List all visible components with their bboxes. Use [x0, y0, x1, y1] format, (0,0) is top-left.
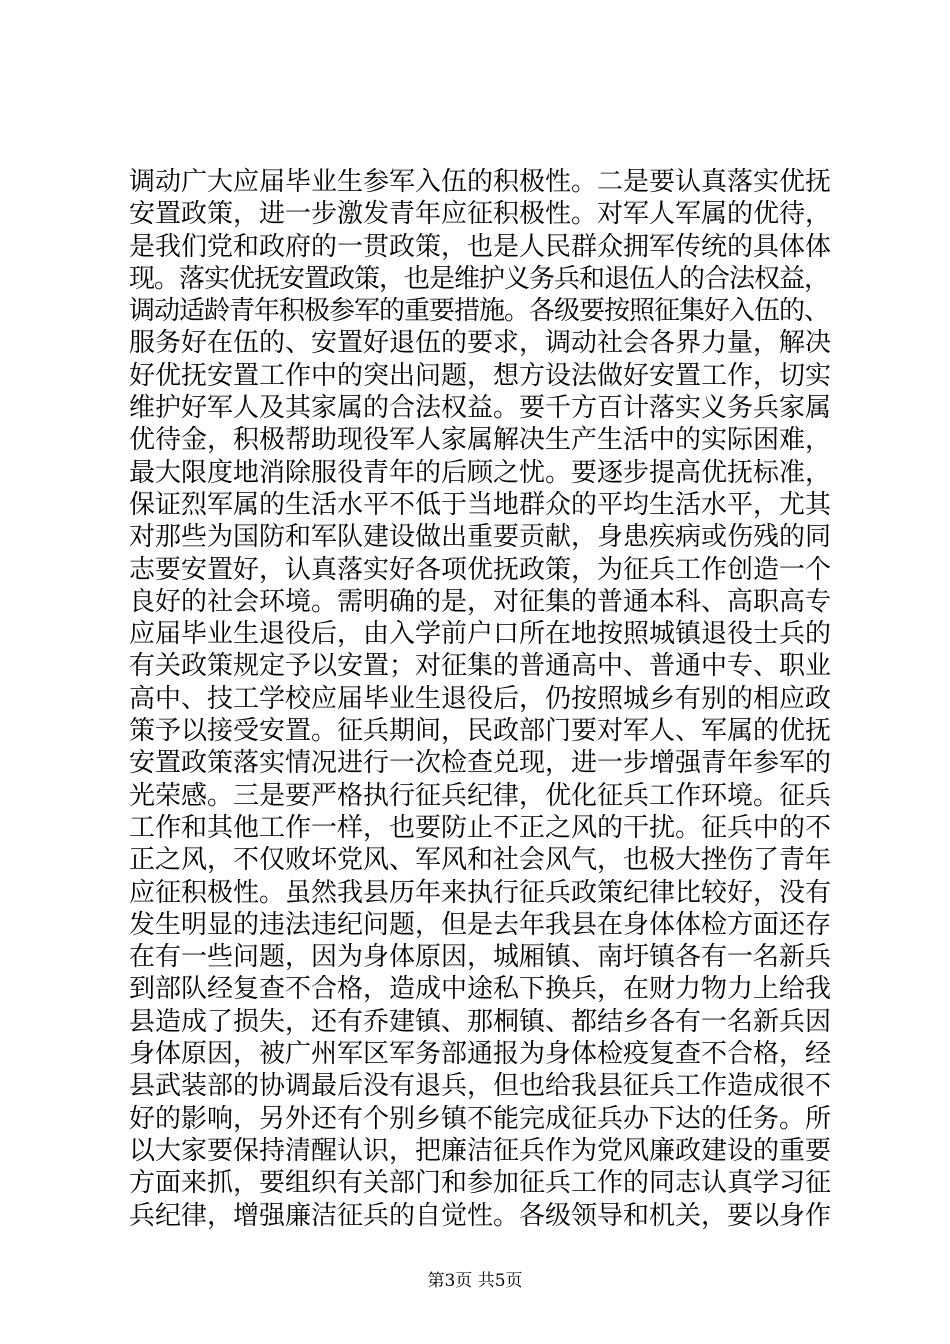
- text-line: 策予以接受安置。征兵期间，民政部门要对军人、军属的优抚: [129, 716, 832, 747]
- text-line: 服务好在伍的、安置好退伍的要求，调动社会各界力量，解决: [129, 328, 832, 359]
- text-line: 兵纪律，增强廉洁征兵的自觉性。各级领导和机关，要以身作: [129, 1200, 832, 1231]
- text-line: 工作和其他工作一样，也要防止不正之风的干扰。征兵中的不: [129, 812, 832, 843]
- page-number-footer: 第3页 共5页: [427, 1271, 523, 1291]
- text-line: 优待金，积极帮助现役军人家属解决生产生活中的实际困难，: [129, 425, 832, 456]
- text-line: 光荣感。三是要严格执行征兵纪律，优化征兵工作环境。征兵: [129, 780, 832, 811]
- text-line: 好的影响，另外还有个别乡镇不能完成征兵办下达的任务。所: [129, 1103, 832, 1134]
- text-line: 最大限度地消除服役青年的后顾之忧。要逐步提高优抚标准，: [129, 457, 832, 488]
- text-line: 正之风，不仅败坏党风、军风和社会风气，也极大挫伤了青年: [129, 845, 832, 876]
- text-line: 保证烈军属的生活水平不低于当地群众的平均生活水平，尤其: [129, 489, 832, 520]
- text-line: 好优抚安置工作中的突出问题，想方设法做好安置工作，切实: [129, 360, 832, 391]
- text-line: 有关政策规定予以安置；对征集的普通高中、普通中专、职业: [129, 651, 832, 682]
- text-line: 方面来抓，要组织有关部门和参加征兵工作的同志认真学习征: [129, 1168, 832, 1199]
- text-line: 安置政策，进一步激发青年应征积极性。对军人军属的优待，: [129, 199, 832, 230]
- text-line: 是我们党和政府的一贯政策，也是人民群众拥军传统的具体体: [129, 231, 832, 262]
- text-line: 应征积极性。虽然我县历年来执行征兵政策纪律比较好，没有: [129, 877, 832, 908]
- text-line: 身体原因，被广州军区军务部通报为身体检疫复查不合格，经: [129, 1039, 832, 1070]
- text-line: 维护好军人及其家属的合法权益。要千方百计落实义务兵家属: [129, 393, 832, 424]
- text-line: 调动广大应届毕业生参军入伍的积极性。二是要认真落实优抚: [129, 167, 832, 197]
- text-line: 县造成了损失，还有乔建镇、那桐镇、都结乡各有一名新兵因: [129, 1006, 832, 1037]
- text-line: 县武装部的协调最后没有退兵，但也给我县征兵工作造成很不: [129, 1071, 832, 1102]
- text-line: 良好的社会环境。需明确的是，对征集的普通本科、高职高专: [129, 586, 832, 617]
- text-line: 志要安置好，认真落实好各项优抚政策，为征兵工作创造一个: [129, 554, 832, 585]
- text-line: 以大家要保持清醒认识，把廉洁征兵作为党风廉政建设的重要: [129, 1135, 832, 1166]
- text-line: 现。落实优抚安置政策，也是维护义务兵和退伍人的合法权益，: [129, 263, 830, 294]
- text-line: 高中、技工学校应届毕业生退役后，仍按照城乡有别的相应政: [129, 683, 832, 714]
- text-line: 对那些为国防和军队建设做出重要贡献，身患疾病或伤残的同: [129, 522, 832, 553]
- body-paragraph: [129, 166, 832, 1232]
- text-line: 安置政策落实情况进行一次检查兑现，进一步增强青年参军的: [129, 748, 832, 779]
- text-line: 调动适龄青年积极参军的重要措施。各级要按照征集好入伍的、: [129, 296, 830, 327]
- text-line: 应届毕业生退役后，由入学前户口所在地按照城镇退役士兵的: [129, 619, 832, 650]
- text-line: 在有一些问题，因为身体原因，城厢镇、南圩镇各有一名新兵: [129, 942, 832, 973]
- text-line: 发生明显的违法违纪问题，但是去年我县在身体体检方面还存: [129, 909, 832, 940]
- text-line: 到部队经复查不合格，造成中途私下换兵，在财力物力上给我: [129, 974, 832, 1005]
